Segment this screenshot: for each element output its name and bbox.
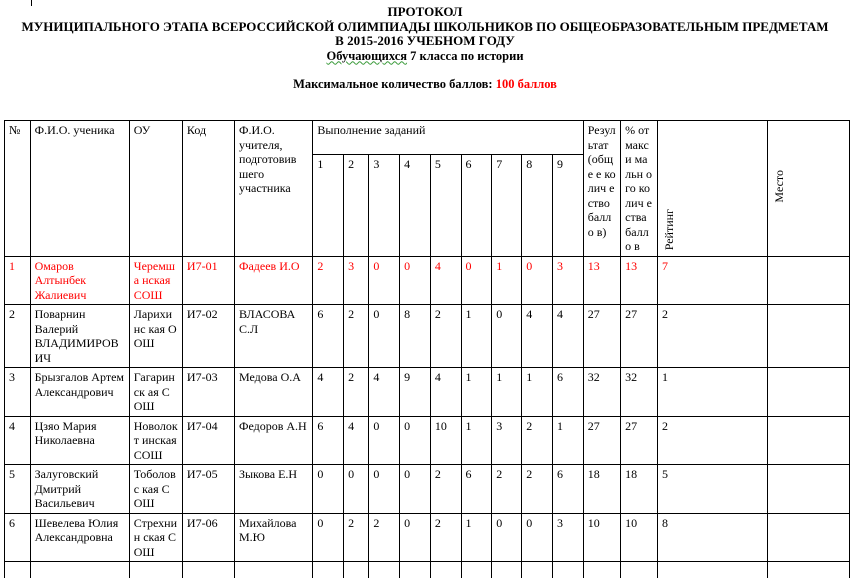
task-score: 0 bbox=[522, 256, 553, 305]
participant-code: И7-02 bbox=[182, 305, 234, 368]
table-row bbox=[5, 256, 850, 305]
col-header-school: ОУ bbox=[129, 121, 182, 257]
task-score: 1 bbox=[461, 305, 492, 368]
task-score: 0 bbox=[344, 465, 369, 514]
row-number: 4 bbox=[5, 416, 31, 465]
col-header-tasks: Выполнение заданий bbox=[313, 121, 583, 155]
total-score: 27 bbox=[583, 305, 620, 368]
task-score: 4 bbox=[430, 256, 461, 305]
task-score: 9 bbox=[400, 368, 431, 417]
table-row bbox=[5, 368, 850, 417]
total-score: 32 bbox=[583, 368, 620, 417]
task-score: 2 bbox=[313, 256, 344, 305]
col-header-percent: % от макси мальн ого колич ества балло в bbox=[621, 121, 658, 257]
place-value bbox=[768, 256, 850, 305]
rating-value: 2 bbox=[657, 305, 768, 368]
percent-score: 32 bbox=[621, 368, 658, 417]
teacher-name: Фадеев И.О bbox=[234, 256, 312, 305]
row-number: 2 bbox=[5, 305, 31, 368]
task-score: 1 bbox=[553, 416, 584, 465]
task-score: 0 bbox=[400, 513, 431, 562]
col-header-place: Место bbox=[768, 121, 850, 257]
task-score: 1 bbox=[492, 368, 522, 417]
col-header-result: Резул ьтат (обще е колич ество балло в) bbox=[583, 121, 620, 257]
task-score: 1 bbox=[492, 256, 522, 305]
task-score: 1 bbox=[461, 416, 492, 465]
task-score: 4 bbox=[522, 305, 553, 368]
task-score: 4 bbox=[553, 305, 584, 368]
task-score: 0 bbox=[369, 256, 400, 305]
task-score: 3 bbox=[344, 256, 369, 305]
student-name: Залуговский Дмитрий Васильевич bbox=[30, 465, 129, 514]
school-name: Ларихинс кая ООШ bbox=[129, 305, 182, 368]
col-header-rating: Рейтинг bbox=[657, 121, 768, 257]
task-score: 2 bbox=[369, 513, 400, 562]
academic-year: В 2015-2016 УЧЕБНОМ ГОДУ bbox=[0, 34, 850, 49]
task-score: 4 bbox=[313, 368, 344, 417]
max-score-value: 100 баллов bbox=[496, 77, 557, 91]
empty-cell bbox=[129, 562, 182, 578]
empty-cell bbox=[522, 562, 553, 578]
table-row bbox=[5, 305, 850, 368]
rating-value: 2 bbox=[657, 416, 768, 465]
task-score: 0 bbox=[492, 513, 522, 562]
col-header-task-3: 3 bbox=[369, 155, 400, 256]
col-header-task-1: 1 bbox=[313, 155, 344, 256]
school-name: Черемша нская СОШ bbox=[129, 256, 182, 305]
table-row-partial bbox=[5, 562, 850, 578]
task-score: 10 bbox=[430, 416, 461, 465]
task-score: 4 bbox=[344, 416, 369, 465]
results-table bbox=[4, 120, 850, 578]
empty-cell bbox=[621, 562, 658, 578]
task-score: 6 bbox=[553, 368, 584, 417]
task-score: 2 bbox=[344, 305, 369, 368]
percent-score: 18 bbox=[621, 465, 658, 514]
task-score: 6 bbox=[313, 416, 344, 465]
place-value bbox=[768, 305, 850, 368]
task-score: 1 bbox=[461, 368, 492, 417]
task-score: 0 bbox=[461, 256, 492, 305]
task-score: 3 bbox=[553, 256, 584, 305]
task-score: 0 bbox=[522, 513, 553, 562]
task-score: 0 bbox=[313, 513, 344, 562]
teacher-name: Зыкова Е.Н bbox=[234, 465, 312, 514]
col-header-student: Ф.И.О. ученика bbox=[30, 121, 129, 257]
school-name: Тоболовс кая СОШ bbox=[129, 465, 182, 514]
teacher-name: ВЛАСОВА С.Л bbox=[234, 305, 312, 368]
empty-cell bbox=[583, 562, 620, 578]
empty-cell bbox=[461, 562, 492, 578]
task-score: 6 bbox=[553, 465, 584, 514]
task-score: 2 bbox=[344, 368, 369, 417]
col-header-teacher: Ф.И.О. учителя, подготовив шего участника bbox=[234, 121, 312, 257]
col-header-task-9: 9 bbox=[553, 155, 584, 256]
empty-cell bbox=[234, 562, 312, 578]
teacher-name: Федоров А.Н bbox=[234, 416, 312, 465]
task-score: 6 bbox=[461, 465, 492, 514]
empty-cell bbox=[553, 562, 584, 578]
olympiad-title: МУНИЦИПАЛЬНОГО ЭТАПА ВСЕРОССИЙСКОЙ ОЛИМПИАДЫ ШКОЛЬНИКОВ ПО ОБЩЕОБРАЗОВАТЕЛЬНЫМ ПРЕДМЕТАМ bbox=[0, 20, 850, 35]
task-score: 1 bbox=[461, 513, 492, 562]
table-row bbox=[5, 465, 850, 514]
col-header-num: № bbox=[5, 121, 31, 257]
participant-code: И7-01 bbox=[182, 256, 234, 305]
teacher-name: Медова О.А bbox=[234, 368, 312, 417]
student-name: Брызгалов Артем Александрович bbox=[30, 368, 129, 417]
col-header-task-2: 2 bbox=[344, 155, 369, 256]
place-value bbox=[768, 465, 850, 514]
col-header-task-7: 7 bbox=[492, 155, 522, 256]
task-score: 0 bbox=[400, 465, 431, 514]
participant-code: И7-06 bbox=[182, 513, 234, 562]
task-score: 6 bbox=[313, 305, 344, 368]
total-score: 10 bbox=[583, 513, 620, 562]
task-score: 0 bbox=[400, 416, 431, 465]
total-score: 18 bbox=[583, 465, 620, 514]
empty-cell bbox=[182, 562, 234, 578]
empty-cell bbox=[400, 562, 431, 578]
task-score: 2 bbox=[492, 465, 522, 514]
col-header-code: Код bbox=[182, 121, 234, 257]
participant-code: И7-03 bbox=[182, 368, 234, 417]
task-score: 4 bbox=[430, 368, 461, 417]
task-score: 0 bbox=[369, 305, 400, 368]
student-name: Шевелева Юлия Александровна bbox=[30, 513, 129, 562]
participant-code: И7-05 bbox=[182, 465, 234, 514]
place-value bbox=[768, 513, 850, 562]
row-number: 1 bbox=[5, 256, 31, 305]
rating-value: 1 bbox=[657, 368, 768, 417]
task-score: 1 bbox=[522, 368, 553, 417]
empty-cell bbox=[369, 562, 400, 578]
percent-score: 10 bbox=[621, 513, 658, 562]
row-number: 5 bbox=[5, 465, 31, 514]
row-number: 6 bbox=[5, 513, 31, 562]
task-score: 2 bbox=[344, 513, 369, 562]
student-name: Омаров Алтынбек Жалиевич bbox=[30, 256, 129, 305]
task-score: 2 bbox=[522, 416, 553, 465]
participant-code: И7-04 bbox=[182, 416, 234, 465]
task-score: 2 bbox=[522, 465, 553, 514]
table-row bbox=[5, 513, 850, 562]
empty-cell bbox=[5, 562, 31, 578]
task-score: 2 bbox=[430, 513, 461, 562]
student-name: Поварнин Валерий ВЛАДИМИРОВ ИЧ bbox=[30, 305, 129, 368]
teacher-name: Михайлова М.Ю bbox=[234, 513, 312, 562]
rating-value: 5 bbox=[657, 465, 768, 514]
task-score: 3 bbox=[492, 416, 522, 465]
task-score: 3 bbox=[553, 513, 584, 562]
table-row bbox=[5, 416, 850, 465]
empty-cell bbox=[430, 562, 461, 578]
total-score: 13 bbox=[583, 256, 620, 305]
task-score: 0 bbox=[313, 465, 344, 514]
max-score-line: Максимальное количество баллов: 100 баллов bbox=[0, 77, 850, 92]
percent-score: 27 bbox=[621, 416, 658, 465]
empty-cell bbox=[768, 562, 850, 578]
col-header-task-4: 4 bbox=[400, 155, 431, 256]
school-name: Новолокт инская СОШ bbox=[129, 416, 182, 465]
rating-value: 8 bbox=[657, 513, 768, 562]
empty-cell bbox=[492, 562, 522, 578]
empty-cell bbox=[344, 562, 369, 578]
task-score: 0 bbox=[400, 256, 431, 305]
task-score: 0 bbox=[492, 305, 522, 368]
empty-cell bbox=[657, 562, 768, 578]
school-name: Гагаринск ая СОШ bbox=[129, 368, 182, 417]
place-value bbox=[768, 416, 850, 465]
task-score: 0 bbox=[369, 465, 400, 514]
rating-value: 7 bbox=[657, 256, 768, 305]
percent-score: 27 bbox=[621, 305, 658, 368]
empty-cell bbox=[30, 562, 129, 578]
total-score: 27 bbox=[583, 416, 620, 465]
place-value bbox=[768, 368, 850, 417]
task-score: 8 bbox=[400, 305, 431, 368]
col-header-task-6: 6 bbox=[461, 155, 492, 256]
col-header-task-8: 8 bbox=[522, 155, 553, 256]
protocol-title: ПРОТОКОЛ bbox=[0, 5, 850, 20]
row-number: 3 bbox=[5, 368, 31, 417]
task-score: 2 bbox=[430, 465, 461, 514]
task-score: 2 bbox=[430, 305, 461, 368]
col-header-task-5: 5 bbox=[430, 155, 461, 256]
task-score: 0 bbox=[369, 416, 400, 465]
subject-line: Обучающихся 7 класса по истории bbox=[0, 49, 850, 64]
student-name: Цзяо Мария Николаевна bbox=[30, 416, 129, 465]
empty-cell bbox=[313, 562, 344, 578]
task-score: 4 bbox=[369, 368, 400, 417]
document-header bbox=[0, 5, 850, 92]
school-name: Стрехнин ская СОШ bbox=[129, 513, 182, 562]
percent-score: 13 bbox=[621, 256, 658, 305]
